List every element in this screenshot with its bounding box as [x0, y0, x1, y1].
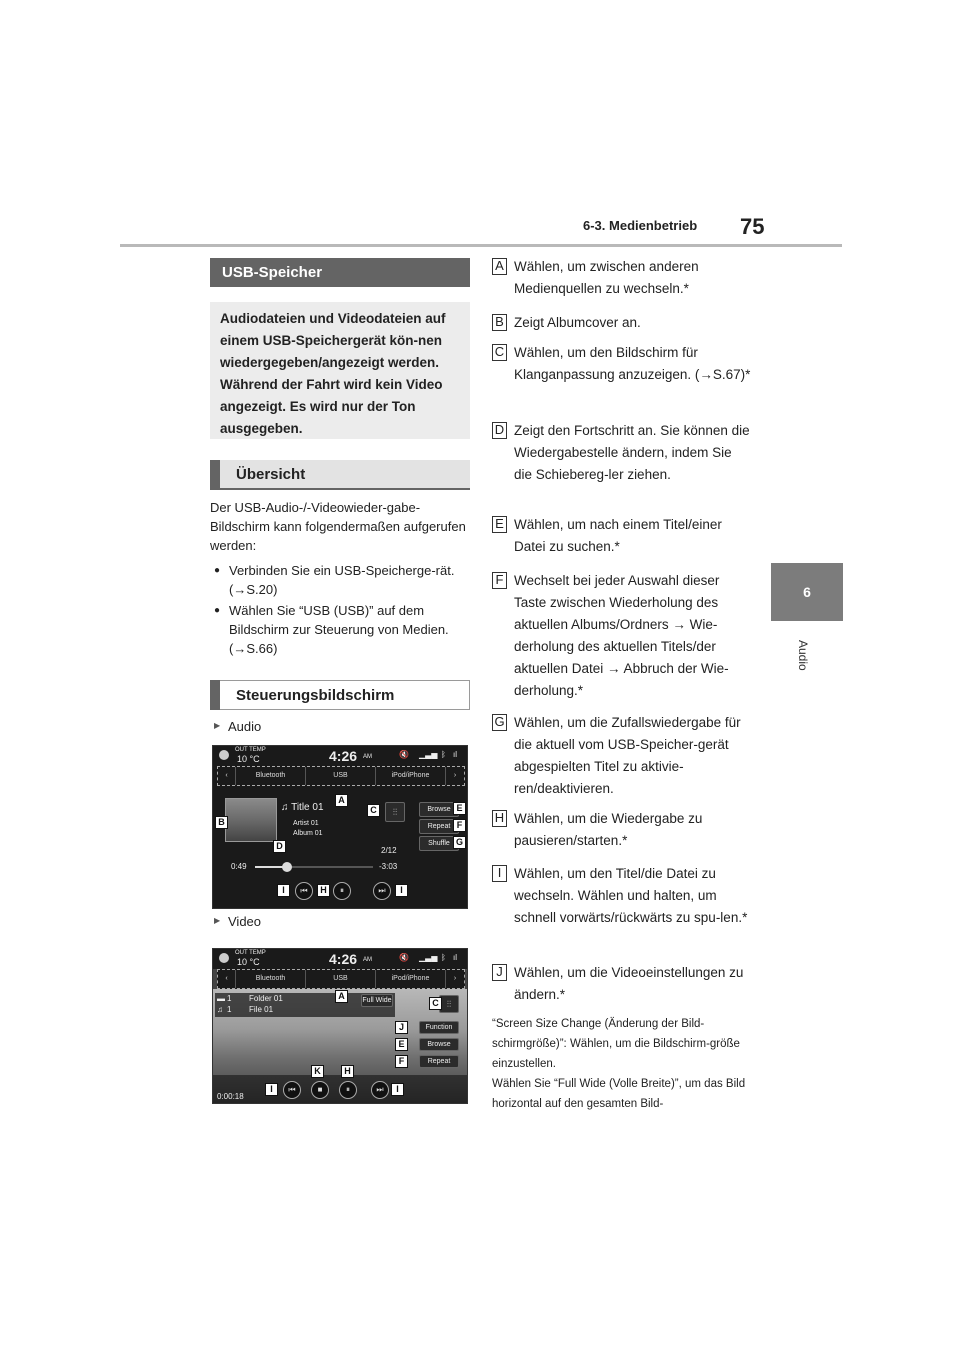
- bullet-item: ● Verbinden Sie ein USB-Speicherge-rät. (→S.20): [214, 561, 469, 599]
- callout-e: E: [453, 802, 466, 815]
- legend-letter: I: [492, 865, 507, 882]
- callout-h: H: [317, 884, 330, 897]
- callout-d: D: [273, 840, 286, 853]
- elapsed-time: 0:49: [231, 862, 247, 871]
- previous-track-icon[interactable]: ⏮: [283, 1081, 301, 1099]
- subheading-video: ▶ Video: [214, 914, 261, 929]
- legend-text: Wählen, um den Titel/die Datei zu wechseln. Wählen und halten, um schnell vorwärts/rückwärts zu spu-len.*: [514, 866, 748, 925]
- browse-button[interactable]: Browse: [419, 802, 459, 817]
- callout-c: C: [429, 997, 442, 1010]
- bluetooth-icon: ᛒ: [441, 750, 446, 759]
- next-track-icon[interactable]: ⏭: [373, 882, 391, 900]
- callout-g: G: [453, 836, 466, 849]
- callout-c: C: [367, 804, 380, 817]
- file-icon: ♫: [217, 1005, 223, 1014]
- legend-text: Zeigt den Fortschritt an. Sie können die Wiedergabestelle ändern, indem Sie die Schiebereg-ler ziehen.: [514, 423, 750, 482]
- full-wide-button[interactable]: Full Wide: [361, 994, 393, 1007]
- chapter-tab: 6: [771, 563, 843, 621]
- artist-name: Artist 01: [293, 820, 319, 827]
- callout-f: F: [395, 1055, 408, 1068]
- clock-ampm: AM: [363, 957, 372, 963]
- shuffle-button[interactable]: Shuffle: [419, 836, 459, 851]
- clock: 4:26: [329, 748, 358, 764]
- legend-letter: B: [492, 314, 507, 331]
- elapsed-time: 0:00:18: [217, 1092, 244, 1101]
- legend-letter: G: [492, 714, 507, 731]
- browse-button[interactable]: Browse: [419, 1038, 459, 1051]
- album-name: Album 01: [293, 830, 323, 837]
- legend-text: Wählen, um zwischen anderen Medienquellen zu wechseln.*: [514, 259, 699, 296]
- progress-track[interactable]: [255, 866, 373, 868]
- status-bar: [213, 949, 467, 969]
- status-bar: [213, 746, 467, 766]
- heading-bar: [210, 680, 220, 710]
- heading-control-screen: [210, 680, 470, 710]
- source-tabs: [217, 969, 465, 989]
- tab-ipod[interactable]: iPod/iPhone: [376, 767, 446, 785]
- legend-letter: F: [492, 572, 507, 589]
- page-number: 75: [740, 214, 765, 239]
- legend-letter: J: [492, 964, 507, 981]
- folder-number: 1: [227, 994, 232, 1003]
- callout-a: A: [335, 794, 348, 807]
- pause-icon[interactable]: ⏸: [333, 882, 351, 900]
- heading-control-text: Steuerungsbildschirm: [220, 680, 470, 710]
- overview-text: Der USB-Audio-/-Videowieder-gabe-Bildschirm kann folgendermaßen aufgerufen werden:: [210, 500, 466, 553]
- track-counter: 2/12: [381, 846, 397, 855]
- section-title: 6-3. Medienbetrieb: [583, 218, 698, 233]
- legend-letter: D: [492, 422, 507, 439]
- legend-text: Wählen, um die Videoeinstellungen zu ändern.*: [514, 965, 744, 1002]
- legend-text: Wählen, um die Wiedergabe zu pausieren/starten.*: [514, 811, 703, 848]
- temp-label: OUT TEMP: [235, 950, 266, 956]
- legend-text: Zeigt Albumcover an.: [514, 315, 641, 330]
- legend-text: Wechselt bei jeder Auswahl dieser Taste zwischen Wiederholung des aktuellen Albums/Ordners → Wie-derholung des aktuellen Titels/der aktuellen Datei → Abbruch der Wie-derholung.*: [514, 573, 729, 698]
- heading-bar: [210, 460, 220, 490]
- progress-knob[interactable]: [282, 862, 292, 872]
- note-screen-size: “Screen Size Change (Änderung der Bild-schirmgröße)”: Wählen, um die Bildschirm-größe einzustellen.: [492, 1018, 740, 1070]
- tab-next-icon[interactable]: ›: [453, 975, 457, 982]
- callout-i: I: [277, 884, 290, 897]
- subheading-audio: ▶ Audio: [214, 719, 261, 734]
- file-number: 1: [227, 1005, 232, 1014]
- legend-letter: H: [492, 810, 507, 827]
- header-rule: [120, 244, 842, 247]
- clock: 4:26: [329, 951, 358, 967]
- callout-i: I: [395, 884, 408, 897]
- repeat-button[interactable]: Repeat: [419, 1055, 459, 1068]
- note-full-wide: Wählen Sie “Full Wide (Volle Breite)”, um das Bild horizontal auf den gesamten Bild-: [492, 1078, 746, 1110]
- callout-j: J: [395, 1021, 408, 1034]
- callout-h: H: [341, 1065, 354, 1078]
- bullet-item: ● Wählen Sie “USB (USB)” auf dem Bildschirm zur Steuerung von Medien. (→S.66): [214, 601, 469, 658]
- tab-prev-icon[interactable]: ‹: [218, 767, 236, 785]
- signal-icon: ▁▃▅: [419, 750, 438, 759]
- tab-bluetooth[interactable]: Bluetooth: [236, 970, 306, 988]
- audio-screenshot: [212, 745, 468, 909]
- intro-text: Audiodateien und Videodateien auf einem USB-Speichergerät kön-nen wiedergegeben/angezeigt werden. Während der Fahrt wird kein Video angezeigt. Es wird nur der Ton ausgegeben.: [210, 302, 470, 439]
- signal-icon: ▁▃▅: [419, 953, 438, 962]
- heading-overview: [210, 460, 470, 490]
- stop-icon[interactable]: ■: [311, 1081, 329, 1099]
- file-name: File 01: [249, 1005, 274, 1014]
- callout-k: K: [311, 1065, 324, 1078]
- pause-icon[interactable]: ⏸: [339, 1081, 357, 1099]
- callout-i: I: [391, 1083, 404, 1096]
- clock-ampm: AM: [363, 754, 372, 760]
- remaining-time: -3:03: [379, 862, 398, 871]
- callout-e: E: [395, 1038, 408, 1051]
- legend-text: Wählen, um die Zufallswiedergabe für die aktuell vom USB-Speicher-gerät abgespielten Titel zu aktivie-ren/deaktivieren.: [514, 715, 741, 796]
- temp-value: 10 °C: [237, 754, 260, 764]
- temp-value: 10 °C: [237, 957, 260, 967]
- track-title: ♫ Title 01: [281, 802, 324, 813]
- temp-label: OUT TEMP: [235, 747, 266, 753]
- tab-prev-icon[interactable]: ‹: [218, 970, 236, 988]
- heading-overview-text: Übersicht: [220, 460, 470, 490]
- legend-letter: C: [492, 344, 507, 361]
- temp-icon: [219, 750, 229, 760]
- sound-settings-button[interactable]: ⫶⫶: [385, 802, 405, 822]
- function-button[interactable]: Function: [419, 1021, 459, 1034]
- temp-icon: [219, 953, 229, 963]
- bluetooth-icon: ᛒ: [441, 953, 446, 962]
- antenna-icon: ıl: [453, 750, 457, 759]
- heading-usb-speicher: USB-Speicher: [210, 258, 470, 287]
- tab-bluetooth[interactable]: Bluetooth: [236, 767, 306, 785]
- repeat-button[interactable]: Repeat: [419, 819, 459, 834]
- chapter-label: Audio: [796, 640, 810, 671]
- album-art: [225, 798, 277, 842]
- legend-text: Wählen, um nach einem Titel/einer Datei zu suchen.*: [514, 517, 722, 554]
- folder-name: Folder 01: [249, 994, 283, 1003]
- tab-next-icon[interactable]: ›: [453, 772, 457, 779]
- callout-i: I: [265, 1083, 278, 1096]
- video-screenshot: [212, 948, 468, 1104]
- tab-ipod[interactable]: iPod/iPhone: [376, 970, 446, 988]
- sound-settings-button[interactable]: ⫶⫶: [439, 995, 459, 1013]
- legend-letter: A: [492, 258, 507, 275]
- tab-usb[interactable]: USB: [306, 767, 376, 785]
- callout-a: A: [335, 990, 348, 1003]
- mute-icon: 🔇: [399, 750, 409, 759]
- source-tabs: [217, 766, 465, 786]
- callout-f: F: [453, 819, 466, 832]
- legend-letter: E: [492, 516, 507, 533]
- folder-icon: ▬: [217, 994, 225, 1003]
- mute-icon: 🔇: [399, 953, 409, 962]
- tab-usb[interactable]: USB: [306, 970, 376, 988]
- legend-text: Wählen, um den Bildschirm für Klanganpassung anzuzeigen. (→S.67)*: [514, 345, 751, 382]
- next-track-icon[interactable]: ⏭: [371, 1081, 389, 1099]
- antenna-icon: ıl: [453, 953, 457, 962]
- previous-track-icon[interactable]: ⏮: [295, 882, 313, 900]
- callout-b: B: [215, 816, 228, 829]
